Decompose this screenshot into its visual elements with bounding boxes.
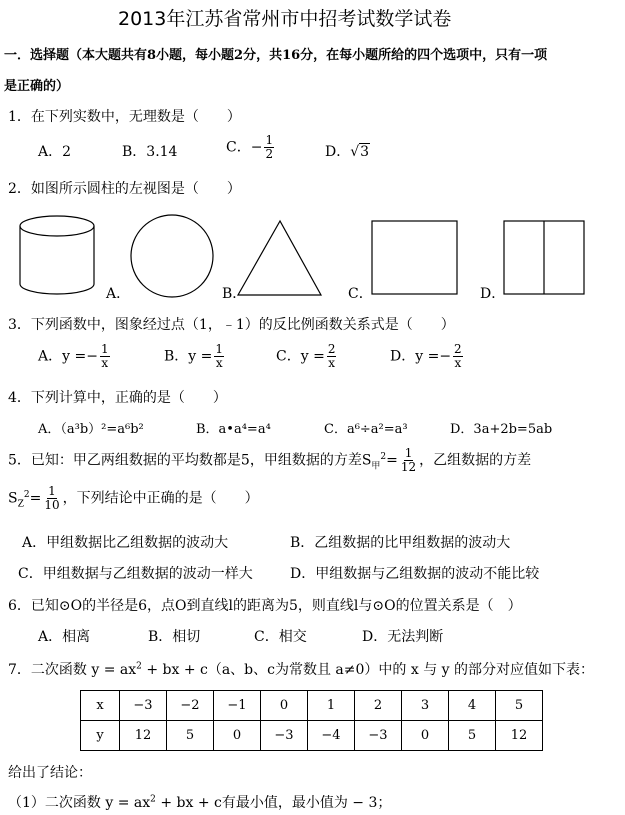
q7-stem-part1: 7．二次函数 y = ax (8, 662, 137, 678)
rectangle-figure (372, 221, 457, 294)
conclusion-heading: 给出了结论： (8, 765, 92, 781)
q2-option-a: A． (106, 286, 131, 302)
table-cell: 5 (496, 691, 543, 721)
q3-option-a (38, 343, 112, 370)
exponent: 2 (136, 661, 142, 672)
value-table (80, 690, 543, 751)
triangle-figure (238, 221, 321, 295)
table-cell: −3 (120, 691, 167, 721)
page-title: 2013年江苏省常州市中招考试数学试卷 (118, 8, 452, 30)
q5-stem-part2: ，乙组数据的方差 (419, 452, 532, 469)
table-cell: 0 (214, 721, 261, 751)
fraction-numerator: 1 (265, 133, 274, 147)
q1-option-d (325, 141, 370, 161)
q1-option-c (226, 134, 276, 161)
fraction-numerator: 2 (327, 342, 336, 356)
section-heading: 一．选择题（本大题共有8小题，每小题2分，共16分，在每小题所给的四个选项中，只有一项 (4, 48, 548, 63)
yi-variance-fraction (43, 485, 60, 512)
fraction-denominator: x (215, 356, 223, 370)
table-cell: 3 (402, 691, 449, 721)
table-cell: 2 (355, 691, 402, 721)
q3-option-b (164, 343, 226, 370)
table-cell: 12 (120, 721, 167, 751)
question-2-stem: 2．如图所示圆柱的左视图是（ ） (8, 181, 241, 197)
q1-option-c-label: C．− (226, 139, 263, 156)
q3-option-b-fraction (214, 343, 224, 370)
table-cell: 4 (449, 691, 496, 721)
table-cell: 12 (496, 721, 543, 751)
cylinder-figure (20, 216, 94, 294)
table-cell: 0 (402, 721, 449, 751)
q3-option-a-label: A．y =− (38, 348, 98, 365)
fraction-numerator: 1 (100, 342, 109, 356)
table-cell: 0 (261, 691, 308, 721)
conclusion-1-part2: + bx + c有最小值，最小值为 − 3； (155, 795, 392, 811)
fraction-denominator: 2 (265, 147, 274, 161)
q4-option-b: B．a•a⁴=a⁴ (196, 422, 271, 437)
q5-option-d: D．甲组数据与乙组数据的波动不能比较 (290, 566, 540, 582)
q3-option-c-label: C．y = (276, 348, 325, 365)
q6-option-c: C．相交 (254, 629, 307, 645)
question-7-stem (8, 659, 594, 679)
question-3-stem: 3．下列函数中，图象经过点（1，﹣1）的反比例函数关系式是（ ） (8, 317, 455, 333)
fraction-numerator: 1 (404, 446, 413, 460)
q3-option-d-label: D．y =− (390, 348, 452, 365)
q3-option-c (276, 343, 338, 370)
fraction-denominator: 10 (44, 498, 60, 512)
split-rectangle-figure (504, 221, 584, 294)
q4-option-a: A．（a³b）²=a⁶b² (38, 422, 144, 437)
equals-sign: = (29, 490, 42, 507)
fraction-numerator: 2 (454, 342, 462, 356)
q2-option-d: D． (480, 286, 506, 302)
table-cell: −4 (308, 721, 355, 751)
sqrt-symbol: √3 (350, 144, 370, 160)
q3-option-b-label: B．y = (164, 348, 213, 365)
table-cell: 1 (308, 691, 355, 721)
q5-option-b: B．乙组数据的比甲组数据的波动大 (290, 535, 511, 551)
table-cell: −3 (355, 721, 402, 751)
q2-option-b: B． (222, 286, 247, 302)
q5-option-c: C．甲组数据与乙组数据的波动一样大 (18, 566, 253, 582)
q4-option-d: D．3a+2b=5ab (450, 422, 553, 437)
table-cell: 5 (449, 721, 496, 751)
table-cell: 5 (167, 721, 214, 751)
q7-stem-part2: + bx + c（a、b、c为常数且 a≠0）中的 x 与 y 的部分对应值如下表： (141, 662, 595, 678)
table-cell: −1 (214, 691, 261, 721)
q1-option-c-fraction (264, 134, 274, 161)
q2-figures (0, 212, 625, 312)
conclusion-1-part1: （1）二次函数 y = ax (8, 795, 151, 811)
q6-option-d: D．无法判断 (362, 629, 444, 645)
variance-subscript-jia: 甲 (371, 461, 381, 472)
q5-stem-part1: 5．已知：甲乙两组数据的平均数都是5，甲组数据的方差S (8, 452, 372, 469)
conclusion-1 (8, 792, 391, 812)
question-5-stem (8, 447, 531, 474)
variance-exponent: 2 (380, 451, 387, 462)
question-6-stem: 6．已知⊙O的半径是6，点O到直线l的距离为5，则直线l与⊙O的位置关系是（ ） (8, 598, 522, 614)
q5-option-a: A．甲组数据比乙组数据的波动大 (22, 535, 229, 551)
q6-option-a: A．相离 (38, 629, 91, 645)
q4-option-c: C．a⁶÷a²=a³ (324, 422, 408, 437)
q1-option-a: A．2 (38, 144, 72, 160)
q3-option-c-fraction (327, 343, 337, 370)
fraction-denominator: x (101, 356, 109, 370)
q3-option-d (390, 343, 465, 370)
q2-option-c: C． (348, 286, 373, 302)
table-header-x: x (81, 691, 120, 721)
q5-stem-part3: ，下列结论中正确的是（ ） (62, 490, 259, 507)
q3-option-a-fraction (100, 343, 110, 370)
fraction-numerator: 1 (48, 484, 56, 498)
q6-option-b: B．相切 (148, 629, 201, 645)
fraction-denominator: 12 (400, 460, 417, 474)
jia-variance-fraction (400, 447, 417, 474)
table-row-y (81, 721, 543, 751)
table-header-y: y (81, 721, 120, 751)
circle-figure (131, 215, 213, 297)
fraction-denominator: x (454, 356, 462, 370)
table-cell: −3 (261, 721, 308, 751)
question-4-stem: 4．下列计算中，正确的是（ ） (8, 390, 227, 406)
fraction-denominator: x (328, 356, 336, 370)
q3-option-d-fraction (453, 343, 463, 370)
variance-subscript-yi: Z (17, 499, 24, 510)
equals-sign: = (386, 452, 398, 469)
variance-exponent: 2 (23, 489, 30, 500)
question-1-stem: 1．在下列实数中，无理数是（ ） (8, 109, 241, 125)
radicand: 3 (360, 144, 370, 160)
fraction-numerator: 1 (215, 342, 224, 356)
table-row-x (81, 691, 543, 721)
question-5-stem-cont (8, 485, 259, 512)
variance-symbol: S (8, 490, 18, 507)
section-heading-cont: 是正确的） (4, 79, 70, 94)
exponent: 2 (150, 794, 156, 805)
q1-option-d-label: D． (325, 144, 351, 160)
table-cell: −2 (167, 691, 214, 721)
q1-option-b: B．3.14 (122, 144, 178, 160)
